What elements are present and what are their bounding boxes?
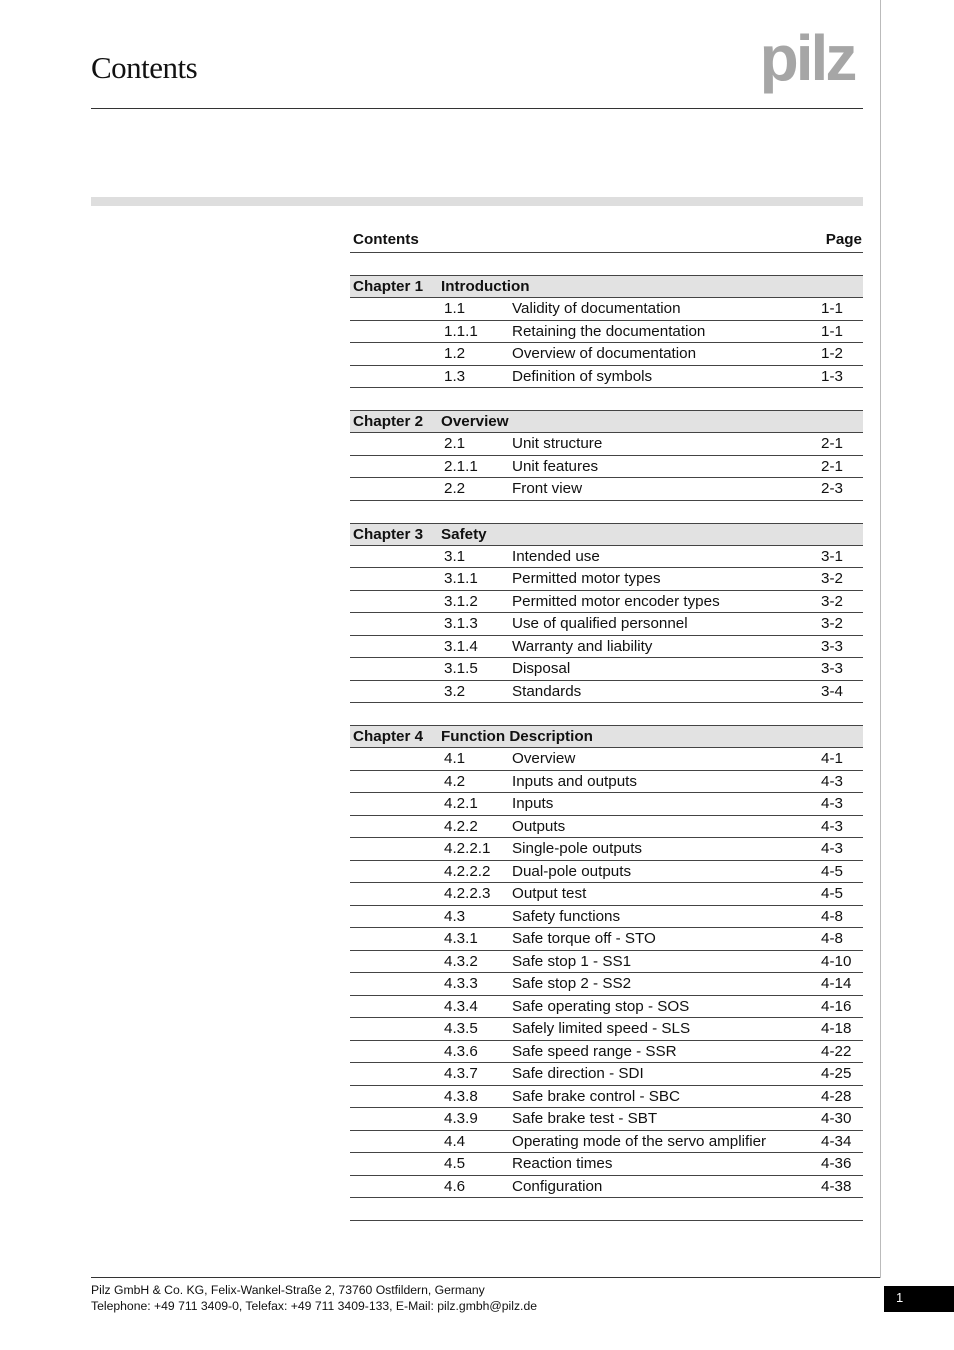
chapter-label: Chapter 2 [353, 413, 424, 430]
entry-number: 4.3.8 [444, 1087, 478, 1105]
entry-page: 4-8 [821, 930, 843, 947]
toc-chapter [350, 725, 863, 1198]
entry-title: Configuration [512, 1177, 603, 1195]
toc-entry[interactable] [350, 613, 863, 636]
toc-entry[interactable] [350, 861, 863, 884]
chapter-heading[interactable] [350, 524, 863, 546]
toc-end-rule [350, 1220, 863, 1221]
entry-title: Standards [512, 682, 582, 700]
entry-page: 4-25 [821, 1065, 852, 1082]
toc-entry[interactable] [350, 1153, 863, 1176]
toc-chapter [350, 275, 863, 388]
entry-number: 4.3.5 [444, 1020, 478, 1037]
pilz-logo [748, 26, 866, 96]
entry-title: Safety functions [512, 907, 621, 925]
entry-title: Disposal [512, 660, 571, 677]
entry-number: 4.4 [444, 1132, 466, 1150]
entry-number: 3.2 [444, 682, 466, 700]
toc-entry[interactable] [350, 478, 863, 501]
entry-page: 3-3 [821, 637, 843, 655]
header-rule [91, 108, 863, 109]
toc-entry[interactable] [350, 681, 863, 704]
chapter-label: Chapter 3 [353, 525, 424, 543]
entry-number: 2.2 [444, 480, 466, 497]
entry-title: Unit structure [512, 435, 603, 452]
toc-entry[interactable] [350, 883, 863, 906]
entry-number: 3.1.4 [444, 637, 478, 655]
entry-number: 4.2.1 [444, 795, 478, 812]
entry-title: Overview of documentation [512, 345, 697, 362]
entry-page: 4-14 [821, 975, 852, 992]
entry-page: 4-3 [821, 817, 843, 835]
entry-number: 2.1 [444, 435, 466, 452]
toc-header-contents: Contents [353, 231, 419, 248]
toc-entry[interactable] [350, 366, 863, 389]
entry-page: 4-18 [821, 1020, 852, 1037]
entry-number: 4.3.2 [444, 952, 478, 970]
toc-entry[interactable] [350, 973, 863, 996]
entry-number: 1.3 [444, 367, 466, 385]
chapter-heading[interactable] [350, 276, 863, 298]
chapter-title: Introduction [441, 278, 530, 295]
entry-title: Operating mode of the servo amplifier [512, 1132, 767, 1150]
footer-rule [91, 1277, 880, 1278]
footer [91, 1282, 537, 1314]
entry-page: 4-22 [821, 1042, 852, 1060]
toc-header [350, 228, 863, 253]
toc-entry[interactable] [350, 1041, 863, 1064]
footer-contact: Telephone: +49 711 3409-0, Telefax: +49 711 3409-133, E-Mail: pilz.gmbh@pilz.de [91, 1299, 537, 1313]
entry-number: 4.3.3 [444, 975, 478, 992]
entry-page: 4-1 [821, 750, 843, 767]
chapter-title: Safety [441, 525, 487, 543]
toc-entry[interactable] [350, 816, 863, 839]
entry-title: Unit features [512, 457, 599, 475]
entry-page: 3-2 [821, 615, 843, 632]
toc-entry[interactable] [350, 1086, 863, 1109]
entry-page: 4-38 [821, 1177, 852, 1195]
entry-number: 1.1 [444, 300, 466, 317]
entry-page: 3-2 [821, 570, 843, 587]
entry-title: Safe operating stop - SOS [512, 997, 690, 1015]
chapter-heading[interactable] [350, 411, 863, 433]
entry-number: 4.2.2.2 [444, 862, 491, 880]
toc-entry[interactable] [350, 928, 863, 951]
entry-page: 4-8 [821, 907, 843, 925]
toc-entry[interactable] [350, 433, 863, 456]
entry-title: Safe torque off - STO [512, 930, 656, 947]
entry-number: 3.1.1 [444, 570, 478, 587]
toc-entry[interactable] [350, 343, 863, 366]
entry-number: 4.1 [444, 750, 466, 767]
toc-entry[interactable] [350, 636, 863, 659]
toc-entry[interactable] [350, 951, 863, 974]
entry-title: Outputs [512, 817, 566, 835]
toc-chapter [350, 523, 863, 704]
toc-entry[interactable] [350, 1108, 863, 1131]
entry-title: Front view [512, 480, 583, 497]
entry-page: 4-30 [821, 1110, 852, 1127]
toc-entry[interactable] [350, 591, 863, 614]
entry-page: 4-3 [821, 795, 843, 812]
entry-page: 4-10 [821, 952, 852, 970]
entry-page: 4-16 [821, 997, 852, 1015]
entry-title: Definition of symbols [512, 367, 653, 385]
toc-entry[interactable] [350, 996, 863, 1019]
entry-page: 1-1 [821, 322, 843, 340]
entry-title: Safe stop 2 - SS2 [512, 975, 632, 992]
entry-title: Reaction times [512, 1155, 613, 1172]
toc-entry[interactable] [350, 658, 863, 681]
entry-page: 3-2 [821, 592, 843, 610]
entry-title: Validity of documentation [512, 300, 681, 317]
entry-title: Safe direction - SDI [512, 1065, 644, 1082]
entry-title: Inputs and outputs [512, 772, 637, 790]
entry-title: Permitted motor encoder types [512, 592, 720, 610]
entry-title: Safe brake control - SBC [512, 1087, 680, 1105]
chapter-label: Chapter 1 [353, 278, 424, 295]
toc-entry[interactable] [350, 456, 863, 479]
entry-number: 4.3.9 [444, 1110, 478, 1127]
entry-title: Overview [512, 750, 576, 767]
entry-number: 4.2.2 [444, 817, 478, 835]
page-title: Contents [91, 50, 198, 85]
entry-page: 4-5 [821, 885, 843, 902]
entry-number: 2.1.1 [444, 457, 478, 475]
table-of-contents [350, 228, 863, 1221]
toc-entry[interactable] [350, 1131, 863, 1154]
entry-page: 4-5 [821, 862, 843, 880]
logo-text: pilz [759, 26, 855, 94]
entry-page: 4-28 [821, 1087, 852, 1105]
page-number: 1 [884, 1286, 954, 1312]
chapter-heading[interactable] [350, 726, 863, 748]
entry-number: 4.3.1 [444, 930, 478, 947]
entry-title: Output test [512, 885, 587, 902]
chapter-label: Chapter 4 [353, 728, 424, 745]
entry-page: 1-1 [821, 300, 843, 317]
entry-page: 4-36 [821, 1155, 852, 1172]
entry-title: Permitted motor types [512, 570, 661, 587]
entry-number: 3.1.3 [444, 615, 478, 632]
chapter-title: Overview [441, 413, 509, 430]
entry-title: Warranty and liability [512, 637, 653, 655]
entry-number: 4.3.7 [444, 1065, 478, 1082]
entry-number: 4.6 [444, 1177, 466, 1195]
entry-title: Single-pole outputs [512, 840, 643, 857]
entry-title: Dual-pole outputs [512, 862, 632, 880]
toc-entry[interactable] [350, 838, 863, 861]
section-band [91, 197, 863, 206]
entry-page: 2-1 [821, 435, 843, 452]
entry-page: 3-3 [821, 660, 843, 677]
entry-page: 4-3 [821, 772, 843, 790]
entry-page: 1-3 [821, 367, 843, 385]
toc-chapters [350, 275, 863, 1198]
entry-page: 2-3 [821, 480, 843, 497]
entry-title: Use of qualified personnel [512, 615, 688, 632]
entry-number: 4.3 [444, 907, 466, 925]
entry-number: 1.2 [444, 345, 466, 362]
toc-entry[interactable] [350, 771, 863, 794]
margin-rule [880, 0, 881, 1278]
entry-title: Safe speed range - SSR [512, 1042, 677, 1060]
entry-title: Inputs [512, 795, 554, 812]
toc-chapter [350, 410, 863, 501]
entry-number: 4.2 [444, 772, 466, 790]
entry-page: 3-1 [821, 547, 843, 565]
toc-entry[interactable] [350, 321, 863, 344]
entry-number: 4.2.2.3 [444, 885, 491, 902]
entry-number: 3.1.2 [444, 592, 478, 610]
entry-number: 4.3.4 [444, 997, 478, 1015]
entry-title: Safe stop 1 - SS1 [512, 952, 632, 970]
toc-entry[interactable] [350, 298, 863, 321]
toc-entry[interactable] [350, 1018, 863, 1041]
entry-number: 3.1.5 [444, 660, 478, 677]
entry-title: Safely limited speed - SLS [512, 1020, 691, 1037]
footer-address: Pilz GmbH & Co. KG, Felix-Wankel-Straße 2, 73760 Ostfildern, Germany [91, 1283, 485, 1297]
toc-entry[interactable] [350, 906, 863, 929]
entry-number: 3.1 [444, 547, 466, 565]
entry-number: 4.5 [444, 1155, 466, 1172]
toc-entry[interactable] [350, 1063, 863, 1086]
entry-number: 1.1.1 [444, 322, 478, 340]
entry-title: Intended use [512, 547, 600, 565]
toc-entry[interactable] [350, 546, 863, 569]
entry-page: 2-1 [821, 457, 843, 475]
entry-page: 4-3 [821, 840, 843, 857]
toc-entry[interactable] [350, 748, 863, 771]
toc-entry[interactable] [350, 568, 863, 591]
entry-number: 4.2.2.1 [444, 840, 491, 857]
entry-title: Retaining the documentation [512, 322, 706, 340]
toc-entry[interactable] [350, 793, 863, 816]
toc-entry[interactable] [350, 1176, 863, 1199]
entry-page: 4-34 [821, 1132, 852, 1150]
entry-number: 4.3.6 [444, 1042, 478, 1060]
toc-header-page: Page [825, 231, 862, 248]
entry-page: 3-4 [821, 682, 843, 700]
chapter-title: Function Description [441, 728, 593, 745]
entry-page: 1-2 [821, 345, 843, 362]
entry-title: Safe brake test - SBT [512, 1110, 658, 1127]
